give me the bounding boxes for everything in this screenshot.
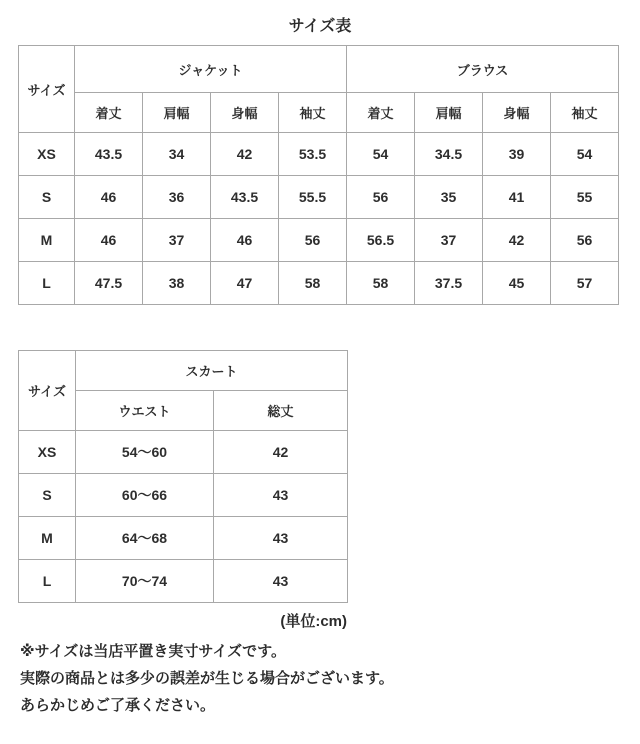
- jacket-blouse-size-table: [18, 45, 619, 305]
- size-label: S: [19, 176, 75, 219]
- cell-value: 56: [279, 219, 347, 262]
- table-row-s: [19, 176, 619, 219]
- cell-value: 60〜66: [76, 474, 214, 517]
- skirt-col-header-waist: ウエスト: [76, 391, 214, 431]
- cell-value: 58: [347, 262, 415, 305]
- cell-value: 38: [143, 262, 211, 305]
- size-label: M: [19, 219, 75, 262]
- cell-value: 54〜60: [76, 431, 214, 474]
- disclaimer-line-3: あらかじめご了承ください。: [20, 697, 216, 714]
- jacket-col-header-width: 身幅: [211, 93, 279, 133]
- skirt-col-header-length: 総丈: [214, 391, 348, 431]
- table-row-l: [19, 560, 348, 603]
- cell-value: 43: [214, 517, 348, 560]
- cell-value: 46: [211, 219, 279, 262]
- blouse-col-header-shoulder: 肩幅: [415, 93, 483, 133]
- table-row-xs: [19, 133, 619, 176]
- unit-note: (単位:cm): [280, 613, 347, 630]
- blouse-col-header-body-length: 着丈: [347, 93, 415, 133]
- table-row-l: [19, 262, 619, 305]
- cell-value: 58: [279, 262, 347, 305]
- jacket-col-header-body-length: 着丈: [75, 93, 143, 133]
- cell-value: 45: [483, 262, 551, 305]
- cell-value: 57: [551, 262, 619, 305]
- size-label: S: [19, 474, 76, 517]
- cell-value: 70〜74: [76, 560, 214, 603]
- cell-value: 42: [211, 133, 279, 176]
- cell-value: 54: [551, 133, 619, 176]
- jacket-group-header: ジャケット: [75, 46, 347, 93]
- cell-value: 64〜68: [76, 517, 214, 560]
- cell-value: 47: [211, 262, 279, 305]
- table-row-xs: [19, 431, 348, 474]
- table-row-m: [19, 517, 348, 560]
- jacket-col-header-sleeve: 袖丈: [279, 93, 347, 133]
- cell-value: 34: [143, 133, 211, 176]
- table-row-s: [19, 474, 348, 517]
- cell-value: 37: [143, 219, 211, 262]
- cell-value: 39: [483, 133, 551, 176]
- size-column-header: サイズ: [19, 46, 75, 133]
- cell-value: 56.5: [347, 219, 415, 262]
- size-label: M: [19, 517, 76, 560]
- measure-header-row: [19, 93, 619, 133]
- table-row-m: [19, 219, 619, 262]
- skirt-group-header: スカート: [76, 351, 348, 391]
- blouse-group-header: ブラウス: [347, 46, 619, 93]
- cell-value: 37.5: [415, 262, 483, 305]
- disclaimer-notes: [20, 638, 640, 719]
- blouse-col-header-width: 身幅: [483, 93, 551, 133]
- size-chart-page: [0, 13, 640, 719]
- page-title: サイズ表: [288, 18, 352, 35]
- size-column-header: サイズ: [19, 351, 76, 431]
- cell-value: 42: [214, 431, 348, 474]
- cell-value: 55.5: [279, 176, 347, 219]
- cell-value: 34.5: [415, 133, 483, 176]
- cell-value: 43: [214, 560, 348, 603]
- cell-value: 43.5: [211, 176, 279, 219]
- blouse-col-header-sleeve: 袖丈: [551, 93, 619, 133]
- cell-value: 43.5: [75, 133, 143, 176]
- size-label: XS: [19, 431, 76, 474]
- size-label: L: [19, 560, 76, 603]
- jacket-col-header-shoulder: 肩幅: [143, 93, 211, 133]
- cell-value: 53.5: [279, 133, 347, 176]
- disclaimer-line-2: 実際の商品とは多少の誤差が生じる場合がございます。: [20, 670, 394, 687]
- cell-value: 35: [415, 176, 483, 219]
- cell-value: 43: [214, 474, 348, 517]
- cell-value: 47.5: [75, 262, 143, 305]
- cell-value: 36: [143, 176, 211, 219]
- size-label: L: [19, 262, 75, 305]
- cell-value: 46: [75, 219, 143, 262]
- cell-value: 54: [347, 133, 415, 176]
- group-header-row: [19, 351, 348, 391]
- size-label: XS: [19, 133, 75, 176]
- cell-value: 55: [551, 176, 619, 219]
- cell-value: 46: [75, 176, 143, 219]
- cell-value: 56: [551, 219, 619, 262]
- cell-value: 56: [347, 176, 415, 219]
- cell-value: 41: [483, 176, 551, 219]
- cell-value: 37: [415, 219, 483, 262]
- group-header-row: [19, 46, 619, 93]
- cell-value: 42: [483, 219, 551, 262]
- disclaimer-line-1: ※サイズは当店平置き実寸サイズです。: [20, 643, 286, 660]
- skirt-size-table: [18, 350, 348, 603]
